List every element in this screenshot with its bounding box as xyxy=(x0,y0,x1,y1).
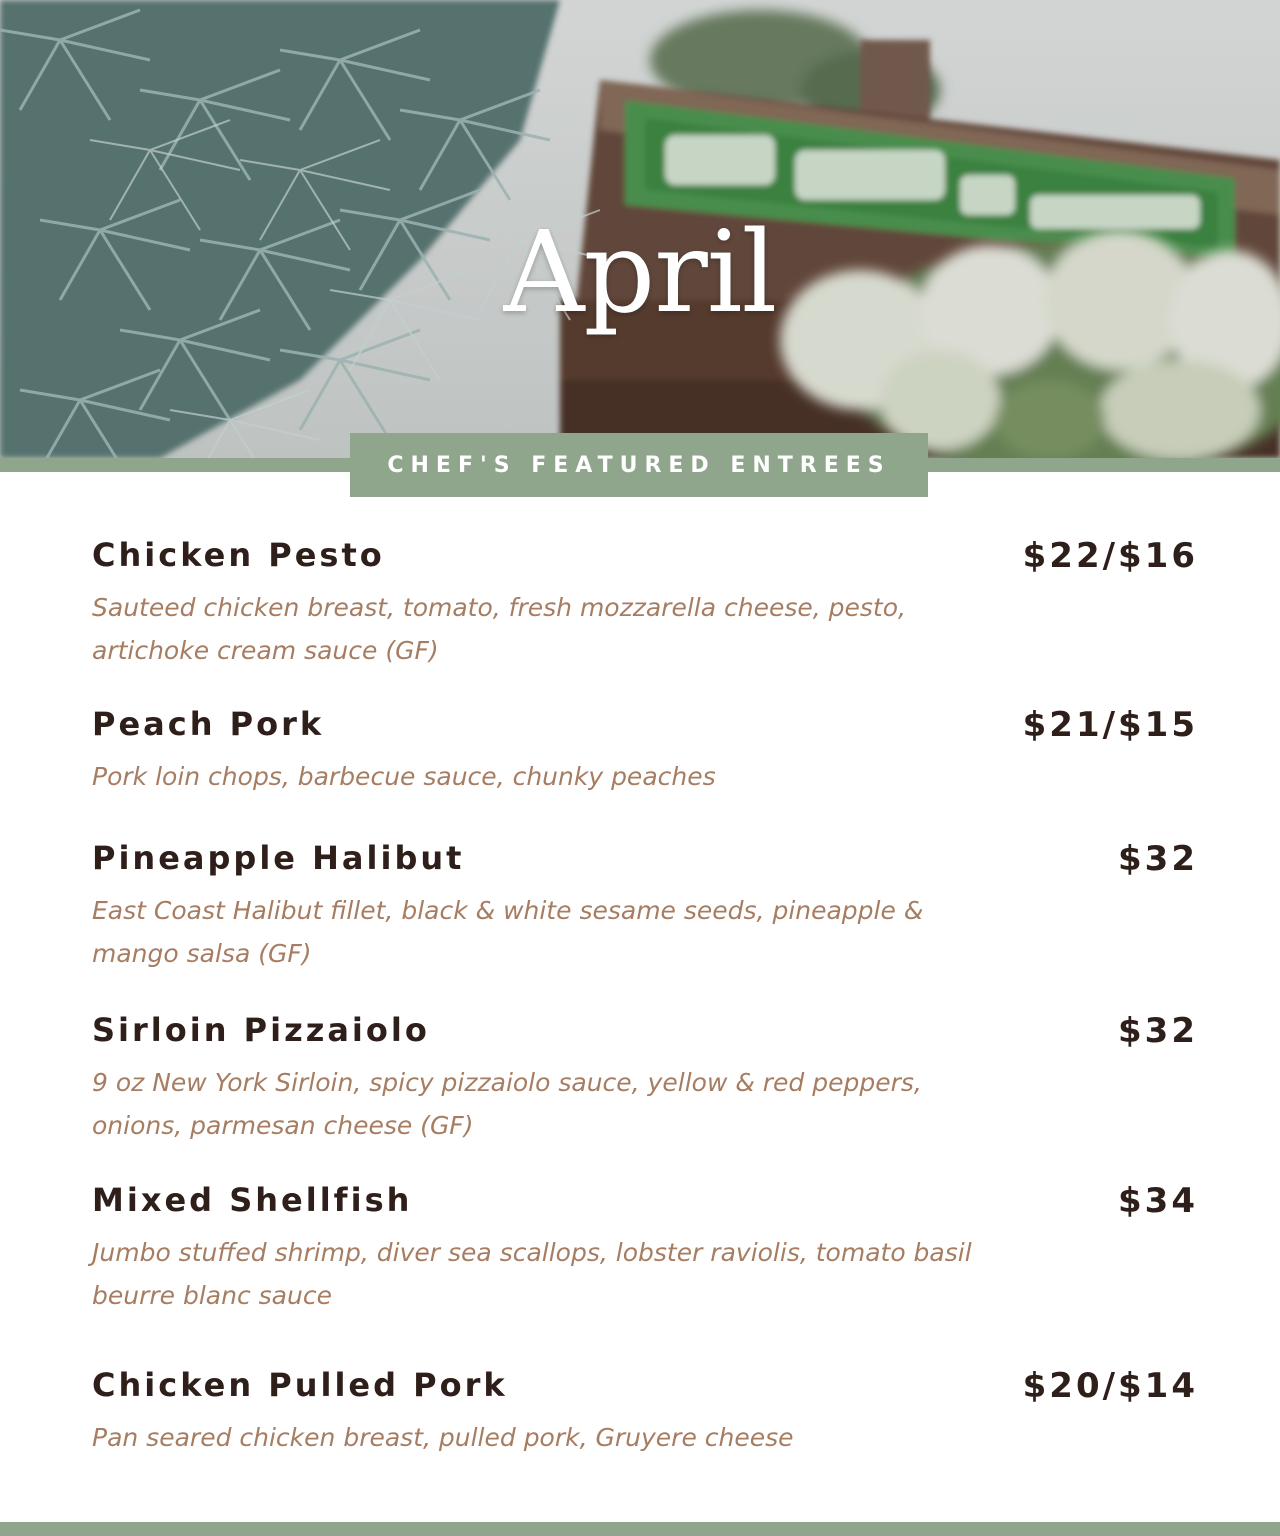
menu-item-price: $20/$14 xyxy=(1022,1366,1198,1406)
menu-item-description: Pork loin chops, barbecue sauce, chunky peaches xyxy=(92,762,716,791)
menu-item-name: Pineapple Halibut xyxy=(92,839,465,877)
menu-item-name: Sirloin Pizzaiolo xyxy=(92,1011,430,1049)
section-label: CHEF'S FEATURED ENTREES xyxy=(350,433,928,497)
menu-item-description: Sauteed chicken breast, tomato, fresh mozzarella cheese, pesto, artichoke cream sauce (GF) xyxy=(92,593,906,665)
accent-band-bottom xyxy=(0,1522,1280,1536)
menu-item-price: $34 xyxy=(1118,1181,1198,1221)
menu-item-description: Jumbo stuffed shrimp, diver sea scallops, lobster raviolis, tomato basil beurre blanc sauce xyxy=(92,1238,972,1310)
month-title: April xyxy=(503,208,777,338)
menu-item-description: East Coast Halibut fillet, black & white sesame seeds, pineapple & mango salsa (GF) xyxy=(92,896,924,968)
hero-photo xyxy=(0,0,1280,458)
menu-item-price: $32 xyxy=(1118,839,1198,879)
menu-item-name: Peach Pork xyxy=(92,705,325,743)
menu-item-description: Pan seared chicken breast, pulled pork, Gruyere cheese xyxy=(92,1423,794,1452)
menu-item-price: $22/$16 xyxy=(1022,536,1198,576)
menu-item-name: Chicken Pesto xyxy=(92,536,385,574)
menu-item-price: $32 xyxy=(1118,1011,1198,1051)
menu-item-name: Mixed Shellfish xyxy=(92,1181,413,1219)
menu-item-description: 9 oz New York Sirloin, spicy pizzaiolo sauce, yellow & red peppers, onions, parmesan cheese (GF) xyxy=(92,1068,922,1140)
menu-item-price: $21/$15 xyxy=(1022,705,1198,745)
menu-item-name: Chicken Pulled Pork xyxy=(92,1366,508,1404)
